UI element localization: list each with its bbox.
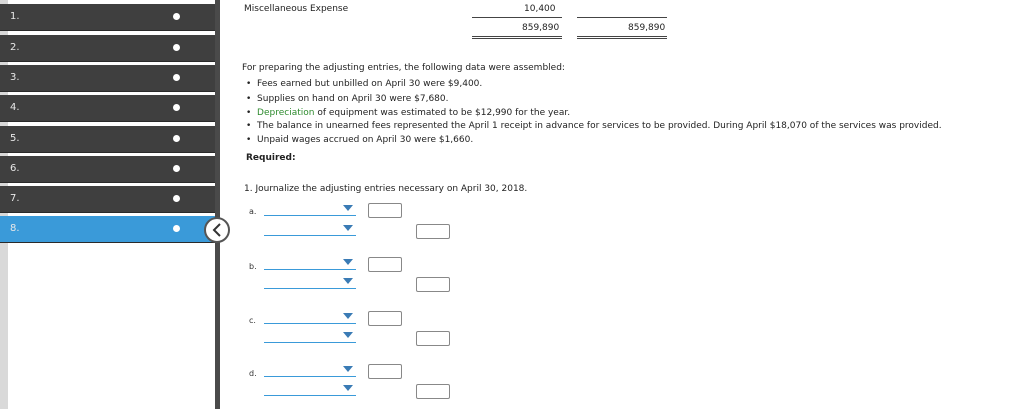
nav-item-number: 3. bbox=[10, 72, 20, 83]
nav-item-number: 2. bbox=[10, 42, 20, 53]
entry-label-b: b. bbox=[249, 262, 257, 271]
dropdown-arrow-icon bbox=[343, 278, 353, 284]
status-dot-icon bbox=[173, 13, 180, 20]
nav-item-number: 5. bbox=[10, 133, 20, 144]
status-dot-icon bbox=[173, 44, 180, 51]
double-rule bbox=[577, 36, 667, 37]
account-label: Miscellaneous Expense bbox=[244, 4, 349, 14]
nav-item-3[interactable] bbox=[0, 65, 216, 92]
nav-rail bbox=[215, 0, 220, 409]
status-dot-icon bbox=[173, 135, 180, 142]
nav-item-5[interactable] bbox=[0, 126, 216, 153]
debit-input[interactable] bbox=[368, 257, 402, 272]
bullet-2: • Supplies on hand on April 30 were $7,680. bbox=[246, 94, 449, 104]
dropdown-arrow-icon bbox=[343, 205, 353, 211]
bullet-text: Fees earned but unbilled on April 30 were $9,400. bbox=[257, 79, 483, 89]
nav-item-number: 4. bbox=[10, 102, 20, 113]
dropdown-arrow-icon bbox=[343, 385, 353, 391]
nav-item-6[interactable] bbox=[0, 156, 216, 183]
entry-label-d: d. bbox=[249, 369, 257, 378]
bullet-text: Supplies on hand on April 30 were $7,680. bbox=[257, 94, 449, 104]
nav-item-8[interactable] bbox=[0, 216, 216, 243]
nav-item-number: 1. bbox=[10, 11, 20, 22]
status-dot-icon bbox=[173, 225, 180, 232]
depreciation-link[interactable]: Depreciation bbox=[257, 108, 315, 118]
debit-value: 10,400 bbox=[524, 4, 556, 14]
bullet-5: • Unpaid wages accrued on April 30 were $1,660. bbox=[246, 135, 474, 145]
credit-input[interactable] bbox=[416, 277, 450, 292]
account-select[interactable] bbox=[264, 310, 356, 324]
double-rule bbox=[577, 38, 667, 39]
debit-input[interactable] bbox=[368, 203, 402, 218]
account-select[interactable] bbox=[264, 329, 356, 343]
nav-item-number: 7. bbox=[10, 193, 20, 204]
collapse-nav-button[interactable] bbox=[204, 217, 230, 243]
chevron-left-icon bbox=[211, 223, 223, 237]
account-select[interactable] bbox=[264, 222, 356, 236]
entry-label-c: c. bbox=[249, 316, 256, 325]
bullet-4: • The balance in unearned fees represented the April 1 receipt in advance for services to be provided. During April $18,070 of the services was provided. bbox=[246, 121, 942, 131]
dropdown-arrow-icon bbox=[343, 225, 353, 231]
bullet-text: The balance in unearned fees represented the April 1 receipt in advance for services to be provided. During April $18,070 of the services was provided. bbox=[257, 121, 942, 131]
debit-input[interactable] bbox=[368, 311, 402, 326]
bullet-text: of equipment was estimated to be $12,990 for the year. bbox=[314, 108, 571, 118]
credit-input[interactable] bbox=[416, 384, 450, 399]
bullet-1: • Fees earned but unbilled on April 30 were $9,400. bbox=[246, 79, 483, 89]
status-dot-icon bbox=[173, 74, 180, 81]
divider bbox=[472, 17, 562, 18]
intro-text: For preparing the adjusting entries, the following data were assembled: bbox=[242, 63, 565, 73]
question-nav bbox=[0, 0, 216, 409]
account-select[interactable] bbox=[264, 382, 356, 396]
credit-input[interactable] bbox=[416, 331, 450, 346]
required-heading: Required: bbox=[246, 153, 296, 163]
credit-input[interactable] bbox=[416, 224, 450, 239]
divider bbox=[577, 17, 667, 18]
nav-item-4[interactable] bbox=[0, 95, 216, 122]
entry-label-a: a. bbox=[249, 207, 257, 216]
nav-item-number: 6. bbox=[10, 163, 20, 174]
account-select[interactable] bbox=[264, 256, 356, 270]
question-text: 1. Journalize the adjusting entries necessary on April 30, 2018. bbox=[244, 184, 528, 194]
nav-item-1[interactable] bbox=[0, 4, 216, 31]
debit-input[interactable] bbox=[368, 364, 402, 379]
account-select[interactable] bbox=[264, 275, 356, 289]
status-dot-icon bbox=[173, 104, 180, 111]
total-credit: 859,890 bbox=[628, 23, 666, 33]
total-debit: 859,890 bbox=[522, 23, 560, 33]
nav-item-2[interactable] bbox=[0, 35, 216, 62]
account-select[interactable] bbox=[264, 202, 356, 216]
account-select[interactable] bbox=[264, 363, 356, 377]
bullet-3: • Depreciation of equipment was estimated to be $12,990 for the year. bbox=[246, 108, 571, 118]
dropdown-arrow-icon bbox=[343, 332, 353, 338]
dropdown-arrow-icon bbox=[343, 313, 353, 319]
nav-item-7[interactable] bbox=[0, 186, 216, 213]
double-rule bbox=[472, 36, 562, 37]
status-dot-icon bbox=[173, 195, 180, 202]
dropdown-arrow-icon bbox=[343, 259, 353, 265]
dropdown-arrow-icon bbox=[343, 366, 353, 372]
nav-item-number: 8. bbox=[10, 223, 20, 234]
bullet-text: Unpaid wages accrued on April 30 were $1,660. bbox=[257, 135, 474, 145]
double-rule bbox=[472, 38, 562, 39]
status-dot-icon bbox=[173, 165, 180, 172]
